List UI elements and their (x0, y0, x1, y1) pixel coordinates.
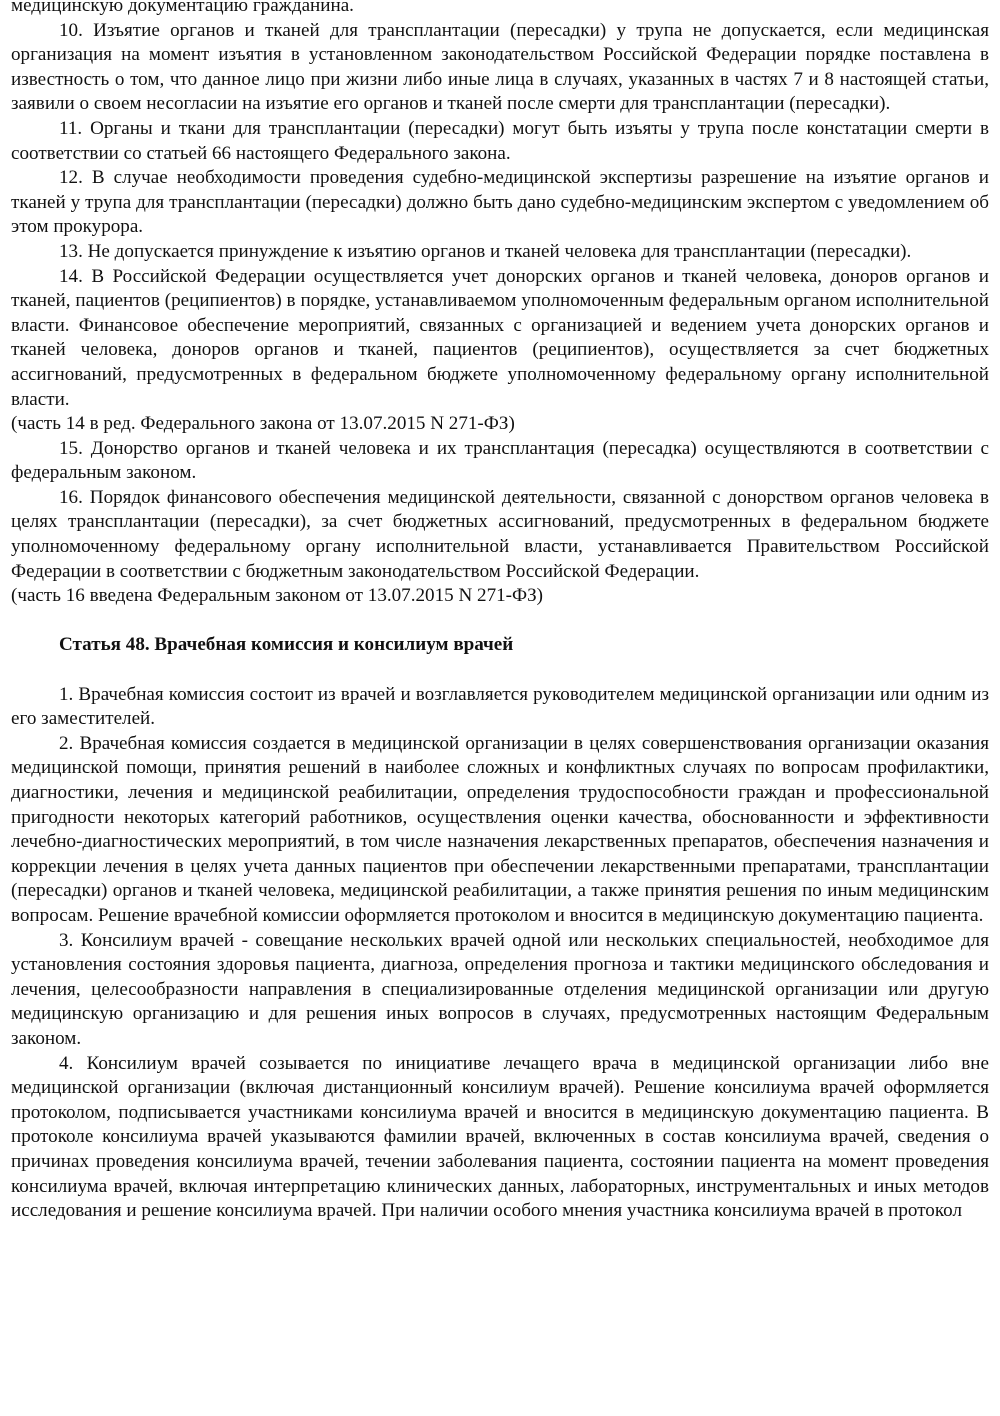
document-body-before (11, 0, 989, 609)
article-heading: Статья 48. Врачебная комиссия и консилиум врачей (59, 634, 514, 656)
amendment-note-14: (часть 14 в ред. Федерального закона от 13.07.2015 N 271-ФЗ) (11, 413, 515, 435)
paragraph-10: 10. Изъятие органов и тканей для трансплантации (пересадки) у трупа не допускается, если медицинская организация на момент изъятия в установленном законодательством Российской Федерации порядке поставлена в известность о том, что данное лицо при жизни либо иные лица в случаях, указанных в частях 7 и 8 настоящей статьи, заявили о своем несогласии на изъятие его органов и тканей после смерти для трансплантации (пересадки). (11, 19, 989, 115)
paragraph-continuation: медицинскую документацию гражданина. (11, 0, 354, 16)
paragraph-13: 13. Не допускается принуждение к изъятию органов и тканей человека для трансплантации (пересадки). (59, 240, 912, 262)
amendment-note-16: (часть 16 введена Федеральным законом от 13.07.2015 N 271-ФЗ) (11, 585, 544, 607)
paragraph-16: 16. Порядок финансового обеспечения медицинской деятельности, связанной с донорством органов человека в целях трансплантации (пересадки), за счет бюджетных ассигнований, предусмотренных в федеральном бюджете уполномоченному федеральному органу исполнительной власти, устанавливается Правительством Российской Федерации в соответствии с бюджетным законодательством Российской Федерации. (11, 486, 989, 582)
article48-paragraph-3: 3. Консилиум врачей - совещание нескольких врачей одной или нескольких специальностей, необходимое для установления состояния здоровья пациента, диагноза, определения прогноза и тактики медицинского обследования и лечения, целесообразности направления в специализированные отделения медицинской организации или другую медицинскую организацию и для решения иных вопросов в случаях, предусмотренных настоящим Федеральным законом. (11, 929, 989, 1049)
paragraph-11: 11. Органы и ткани для трансплантации (пересадки) могут быть изъяты у трупа после констатации смерти в соответствии со статьей 66 настоящего Федерального закона. (11, 117, 989, 164)
document-body-after (11, 683, 989, 1224)
article48-paragraph-4: 4. Консилиум врачей созывается по инициативе лечащего врача в медицинской организации либо вне медицинской организации (включая дистанционный консилиум врачей). Решение консилиума врачей оформляется протоколом, подписывается участниками консилиума врачей и вносится в медицинскую документацию пациента. В протоколе консилиума врачей указываются фамилии врачей, включенных в состав консилиума врачей, сведения о причинах проведения консилиума врачей, течении заболевания пациента, состоянии пациента на момент проведения консилиума врачей, включая интерпретацию клинических данных, лабораторных, инструментальных и иных методов исследования и решение консилиума врачей. При наличии особого мнения участника консилиума врачей в протокол (11, 1052, 989, 1222)
paragraph-15: 15. Донорство органов и тканей человека и их трансплантация (пересадка) осуществляются в соответствии с федеральным законом. (11, 437, 989, 484)
paragraph-14: 14. В Российской Федерации осуществляется учет донорских органов и тканей человека, доноров органов и тканей, пациентов (реципиентов) в порядке, устанавливаемом уполномоченным федеральным органом исполнительной власти. Финансовое обеспечение мероприятий, связанных с организацией и ведением учета донорских органов и тканей человека, доноров органов и тканей, пациентов (реципиентов), осуществляется за счет бюджетных ассигнований, предусмотренных в федеральном бюджете уполномоченному федеральному органу исполнительной власти. (11, 265, 989, 410)
article48-paragraph-2: 2. Врачебная комиссия создается в медицинской организации в целях совершенствования организации оказания медицинской помощи, принятия решений в наиболее сложных и конфликтных случаях по вопросам профилактики, диагностики, лечения и медицинской реабилитации, определения трудоспособности граждан и профессиональной пригодности некоторых категорий работников, осуществления оценки качества, обоснованности и эффективности лечебно-диагностических мероприятий, в том числе назначения лекарственных препаратов, обеспечения назначения и коррекции лечения в целях учета данных пациентов при обеспечении лекарственными препаратами, трансплантации (пересадки) органов и тканей человека, медицинской реабилитации, а также принятия решения по иным медицинским вопросам. Решение врачебной комиссии оформляется протоколом и вносится в медицинскую документацию пациента. (11, 732, 989, 926)
article48-paragraph-1: 1. Врачебная комиссия состоит из врачей и возглавляется руководителем медицинской организации или одним из его заместителей. (11, 683, 989, 730)
paragraph-12: 12. В случае необходимости проведения судебно-медицинской экспертизы разрешение на изъятие органов и тканей у трупа для трансплантации (пересадки) должно быть дано судебно-медицинским экспертом с уведомлением об этом прокурора. (11, 167, 989, 238)
